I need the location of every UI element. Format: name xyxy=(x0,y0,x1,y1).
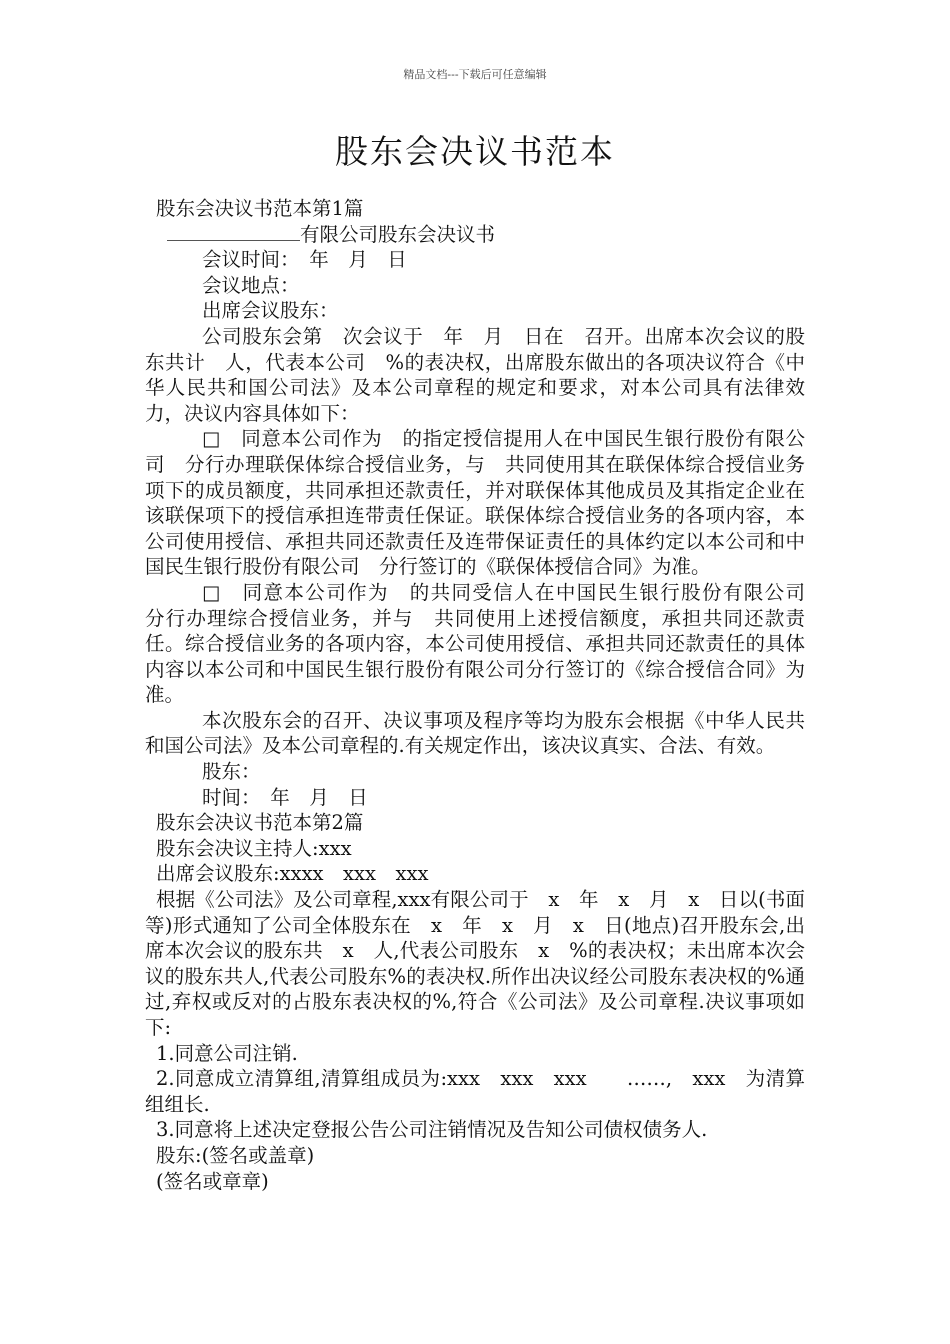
document-title: 股东会决议书范本 xyxy=(335,132,615,171)
shareholder-label: 股东： xyxy=(202,760,261,784)
section2-heading: 股东会决议书范本第2篇 xyxy=(156,811,364,835)
resolution-item-2: □ 同意本公司作为 的共同受信人在中国民生银行股份有限公司 分行办理综合授信业务，并与 共同使用上述授信额度，承担共同还款责任。综合授信业务的各项内容，本公司使用授信、承担共同还款责任的具体内容以本公司和中国民生银行股份有限公司分行签订的《综合授信合同》为准。 xyxy=(145,580,825,707)
list-item: 2.同意成立清算组,清算组成员为:xxx xxx xxx ……, xxx 为清算组组长. xyxy=(145,1067,805,1116)
signing-date: 时间： 年 月 日 xyxy=(202,785,368,809)
list-item: 1.同意公司注销. xyxy=(156,1041,298,1065)
header-note: 精品文档---下载后可任意编辑 xyxy=(403,68,547,81)
company-line xyxy=(145,222,805,248)
section1-closing: 本次股东会的召开、决议事项及程序等均为股东会根据《中华人民共和国公司法》及本公司章程的.有关规定作出，该决议真实、合法、有效。 xyxy=(145,708,805,758)
seal-line: (签名或章章) xyxy=(156,1169,269,1193)
section1-heading: 股东会决议书范本第1篇 xyxy=(156,197,364,220)
blank-underline xyxy=(167,222,300,241)
resolution-item-1: □ 同意本公司作为 的指定授信提用人在中国民生银行股份有限公司 分行办理联保体综合授信业务，与 共同使用其在联保体综合授信业务项下的成员额度，共同承担还款责任，并对联保体其他成员及其指定企业在该联保项下的授信承担连带责任保证。联保体综合授信业务的各项内容，本公司使用授信、承担共同还款责任及连带保证责任的具体约定以本公司和中国民生银行股份有限公司 分行签订的《联保体授信合同》为准。 xyxy=(145,427,805,579)
meeting-place: 会议地点： xyxy=(202,273,300,297)
section1-intro: 公司股东会第 次会议于 年 月 日在 召开。出席本次会议的股东共计 人，代表本公司 %的表决权，出席股东做出的各项决议符合《中华人民共和国公司法》及本公司章程的规定和要求，对本公司具有法律效力，决议内容具体如下： xyxy=(145,324,805,425)
meeting-time: 会议时间： 年 月 日 xyxy=(202,248,407,272)
section2-intro: 根据《公司法》及公司章程,xxx有限公司于 x 年 x 月 x 日以(书面等)形式通知了公司全体股东在 x 年 x 月 x 日(地点)召开股东会,出席本次会议的股东共 x 人,代表公司股东 x %的表决权；未出席本次会议的股东共人,代表公司股东%的表决权.所作出决议经公司股东表决权的%通过,弃权或反对的占股东表决权的%,符合《公司法》及公司章程.决议事项如下: xyxy=(145,888,805,1039)
company-line-text: 有限公司股东会决议书 xyxy=(300,222,496,246)
document-body xyxy=(145,196,825,1194)
meeting-host: 股东会决议主持人:xxx xyxy=(156,836,352,860)
attendees: 出席会议股东： xyxy=(202,299,339,323)
list-item: 3.同意将上述决定登报公告公司注销情况及告知公司债权债务人. xyxy=(156,1118,708,1142)
section2-attendees: 出席会议股东:xxxx xxx xxx xyxy=(156,862,429,886)
signature-line: 股东:(签名或盖章) xyxy=(156,1143,315,1167)
